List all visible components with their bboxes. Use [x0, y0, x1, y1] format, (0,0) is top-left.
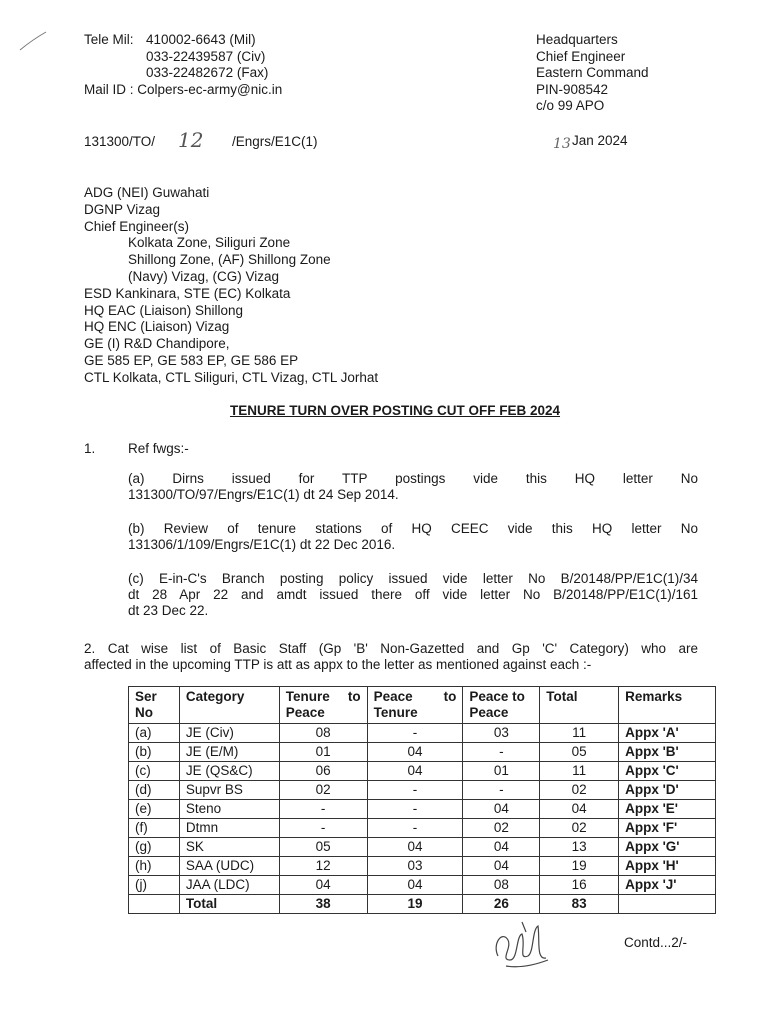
tele-label: Tele Mil: — [84, 32, 134, 47]
phone-civ-row — [84, 49, 282, 66]
addressee: DGNP Vizag — [84, 201, 161, 217]
hq-line: Eastern Command — [536, 65, 649, 80]
category-cell: JE (QS&C) — [179, 762, 279, 781]
total-cell: 13 — [540, 838, 619, 857]
ser-no-cell: (b) — [129, 743, 180, 762]
remarks-cell: Appx 'C' — [619, 762, 716, 781]
peace-to-tenure-cell: - — [367, 724, 463, 743]
mail-row — [84, 82, 282, 99]
ref-item-c — [128, 571, 698, 620]
ref-item-line: dt 23 Dec 22. — [128, 603, 209, 619]
ref-item-line: (c) E-in-C's Branch posting policy issued vide letter No B/20148/PP/E1C(1)/34 — [128, 571, 698, 586]
ser-no-cell: (d) — [129, 781, 180, 800]
peace-to-peace-cell: - — [463, 781, 540, 800]
hq-line: PIN-908542 — [536, 81, 609, 97]
ser-no-cell: (h) — [129, 857, 180, 876]
signature-scribble-icon — [488, 916, 558, 976]
para-title: Ref fwgs:- — [128, 441, 189, 456]
ser-no-cell: (f) — [129, 819, 180, 838]
mail-value: : Colpers-ec-army@nic.in — [129, 81, 283, 97]
table-header-row — [129, 687, 716, 724]
addressee: ESD Kankinara, STE (EC) Kolkata — [84, 285, 291, 301]
ref-prefix: 131300/TO/ — [84, 134, 156, 149]
pen-mark-icon — [18, 30, 48, 52]
para-number: 1. — [84, 441, 96, 456]
peace-to-peace-cell: 02 — [463, 819, 540, 838]
letter-date: Jan 2024 — [572, 133, 628, 148]
para-2-line: 2. Cat wise list of Basic Staff (Gp 'B' Non-Gazetted and Gp 'C' Category) who are — [84, 641, 698, 656]
continued-note: Contd...2/- — [624, 935, 688, 950]
total-cell: 83 — [540, 895, 619, 914]
handwritten-letter-number: 12 — [178, 128, 204, 152]
ser-no-cell: (j) — [129, 876, 180, 895]
tenure-to-peace-cell: 04 — [279, 876, 367, 895]
category-cell: SK — [179, 838, 279, 857]
peace-to-tenure-cell: - — [367, 819, 463, 838]
ser-no-cell: (a) — [129, 724, 180, 743]
remarks-cell: Appx 'G' — [619, 838, 716, 857]
remarks-cell: Appx 'D' — [619, 781, 716, 800]
table-row — [129, 838, 716, 857]
category-cell: Steno — [179, 800, 279, 819]
total-cell: 02 — [540, 819, 619, 838]
tenure-to-peace-cell: 05 — [279, 838, 367, 857]
handwritten-day: 13 — [553, 136, 571, 152]
total-cell: 11 — [540, 724, 619, 743]
addressee: Chief Engineer(s) — [84, 218, 190, 234]
hq-address — [536, 32, 649, 115]
header-ser-no: Ser No — [129, 687, 180, 724]
remarks-cell — [619, 895, 716, 914]
addressee: HQ ENC (Liaison) Vizag — [84, 319, 230, 335]
peace-to-tenure-cell: 04 — [367, 743, 463, 762]
phone-fax: 033-22482672 (Fax) — [146, 65, 269, 80]
phone-civ: 033-22439587 (Civ) — [146, 48, 266, 64]
ref-item-b — [128, 521, 698, 553]
ser-no-cell — [129, 895, 180, 914]
peace-to-peace-cell: - — [463, 743, 540, 762]
peace-to-tenure-cell: 04 — [367, 762, 463, 781]
peace-to-peace-cell: 08 — [463, 876, 540, 895]
subject-heading: TENURE TURN OVER POSTING CUT OFF FEB 2024 — [229, 403, 561, 418]
total-cell: 02 — [540, 781, 619, 800]
tenure-to-peace-cell: 38 — [279, 895, 367, 914]
table-total-row — [129, 895, 716, 914]
header-peace-to-peace: Peace to Peace — [463, 687, 540, 724]
addressee: HQ EAC (Liaison) Shillong — [84, 302, 244, 318]
tenure-to-peace-cell: 02 — [279, 781, 367, 800]
ref-item-line: 131306/1/109/Engrs/E1C(1) dt 22 Dec 2016. — [128, 537, 396, 553]
peace-to-peace-cell: 04 — [463, 800, 540, 819]
ref-item-line: 131300/TO/97/Engrs/E1C(1) dt 24 Sep 2014. — [128, 487, 399, 503]
remarks-cell: Appx 'E' — [619, 800, 716, 819]
header-remarks: Remarks — [619, 687, 716, 724]
remarks-cell: Appx 'F' — [619, 819, 716, 838]
peace-to-peace-cell: 04 — [463, 838, 540, 857]
header-total: Total — [540, 687, 619, 724]
table-row — [129, 857, 716, 876]
peace-to-peace-cell: 03 — [463, 724, 540, 743]
ref-suffix: /Engrs/E1C(1) — [232, 134, 318, 149]
tenure-to-peace-cell: 01 — [279, 743, 367, 762]
peace-to-peace-cell: 04 — [463, 857, 540, 876]
table-row — [129, 819, 716, 838]
total-cell: 05 — [540, 743, 619, 762]
peace-to-tenure-cell: - — [367, 781, 463, 800]
para-2 — [84, 641, 698, 673]
peace-to-tenure-cell: - — [367, 800, 463, 819]
addressee: GE 585 EP, GE 583 EP, GE 586 EP — [84, 352, 299, 368]
staff-table — [128, 686, 716, 914]
addressee: Kolkata Zone, Siliguri Zone — [128, 235, 291, 251]
peace-to-peace-cell: 01 — [463, 762, 540, 781]
table-row — [129, 800, 716, 819]
ref-item-line: (b) Review of tenure stations of HQ CEEC vide this HQ letter No — [128, 521, 698, 536]
remarks-cell: Appx 'H' — [619, 857, 716, 876]
total-cell: 04 — [540, 800, 619, 819]
peace-to-tenure-cell: 19 — [367, 895, 463, 914]
category-cell: JE (Civ) — [179, 724, 279, 743]
phone-fax-row — [84, 65, 282, 82]
ser-no-cell: (c) — [129, 762, 180, 781]
hq-line: c/o 99 APO — [536, 98, 605, 113]
total-cell: 19 — [540, 857, 619, 876]
header-peace-to-tenure: Peace to Tenure — [367, 687, 463, 724]
peace-to-tenure-cell: 04 — [367, 876, 463, 895]
category-cell: SAA (UDC) — [179, 857, 279, 876]
addressee: (Navy) Vizag, (CG) Vizag — [128, 268, 280, 284]
total-cell: 16 — [540, 876, 619, 895]
table-row — [129, 781, 716, 800]
table-row — [129, 876, 716, 895]
category-cell: Supvr BS — [179, 781, 279, 800]
peace-to-tenure-cell: 03 — [367, 857, 463, 876]
phone-mil: 410002-6643 (Mil) — [146, 32, 256, 47]
phone-mil-row — [84, 32, 282, 49]
addressee-list — [84, 185, 378, 387]
remarks-cell: Appx 'B' — [619, 743, 716, 762]
remarks-cell: Appx 'A' — [619, 724, 716, 743]
tenure-to-peace-cell: - — [279, 819, 367, 838]
category-cell: Dtmn — [179, 819, 279, 838]
category-cell: JE (E/M) — [179, 743, 279, 762]
para-1-heading — [84, 441, 189, 457]
hq-line: Headquarters — [536, 32, 618, 47]
ref-item-line: dt 28 Apr 22 and amdt issued there off vide letter No B/20148/PP/E1C(1)/161 — [128, 587, 698, 603]
table-row — [129, 743, 716, 762]
tenure-to-peace-cell: 06 — [279, 762, 367, 781]
peace-to-tenure-cell: 04 — [367, 838, 463, 857]
addressee: Shillong Zone, (AF) Shillong Zone — [128, 252, 331, 268]
table-row — [129, 762, 716, 781]
ref-item-line: (a) Dirns issued for TTP postings vide this HQ letter No — [128, 471, 698, 486]
addressee: ADG (NEI) Guwahati — [84, 185, 210, 200]
contact-block — [84, 32, 282, 98]
ser-no-cell: (g) — [129, 838, 180, 857]
tenure-to-peace-cell: - — [279, 800, 367, 819]
addressee: GE (I) R&D Chandipore, — [84, 336, 230, 352]
header-category: Category — [179, 687, 279, 724]
category-cell: Total — [179, 895, 279, 914]
ref-item-a — [128, 471, 698, 503]
hq-line: Chief Engineer — [536, 48, 626, 64]
mail-label: Mail ID — [84, 81, 127, 97]
addressee: CTL Kolkata, CTL Siliguri, CTL Vizag, CTL Jorhat — [84, 369, 379, 385]
tenure-to-peace-cell: 12 — [279, 857, 367, 876]
peace-to-peace-cell: 26 — [463, 895, 540, 914]
category-cell: JAA (LDC) — [179, 876, 279, 895]
table-row — [129, 724, 716, 743]
para-2-line: affected in the upcoming TTP is att as appx to the letter as mentioned against each :- — [84, 657, 592, 673]
header-tenure-to-peace: Tenure to Peace — [279, 687, 367, 724]
tenure-to-peace-cell: 08 — [279, 724, 367, 743]
total-cell: 11 — [540, 762, 619, 781]
ser-no-cell: (e) — [129, 800, 180, 819]
remarks-cell: Appx 'J' — [619, 876, 716, 895]
